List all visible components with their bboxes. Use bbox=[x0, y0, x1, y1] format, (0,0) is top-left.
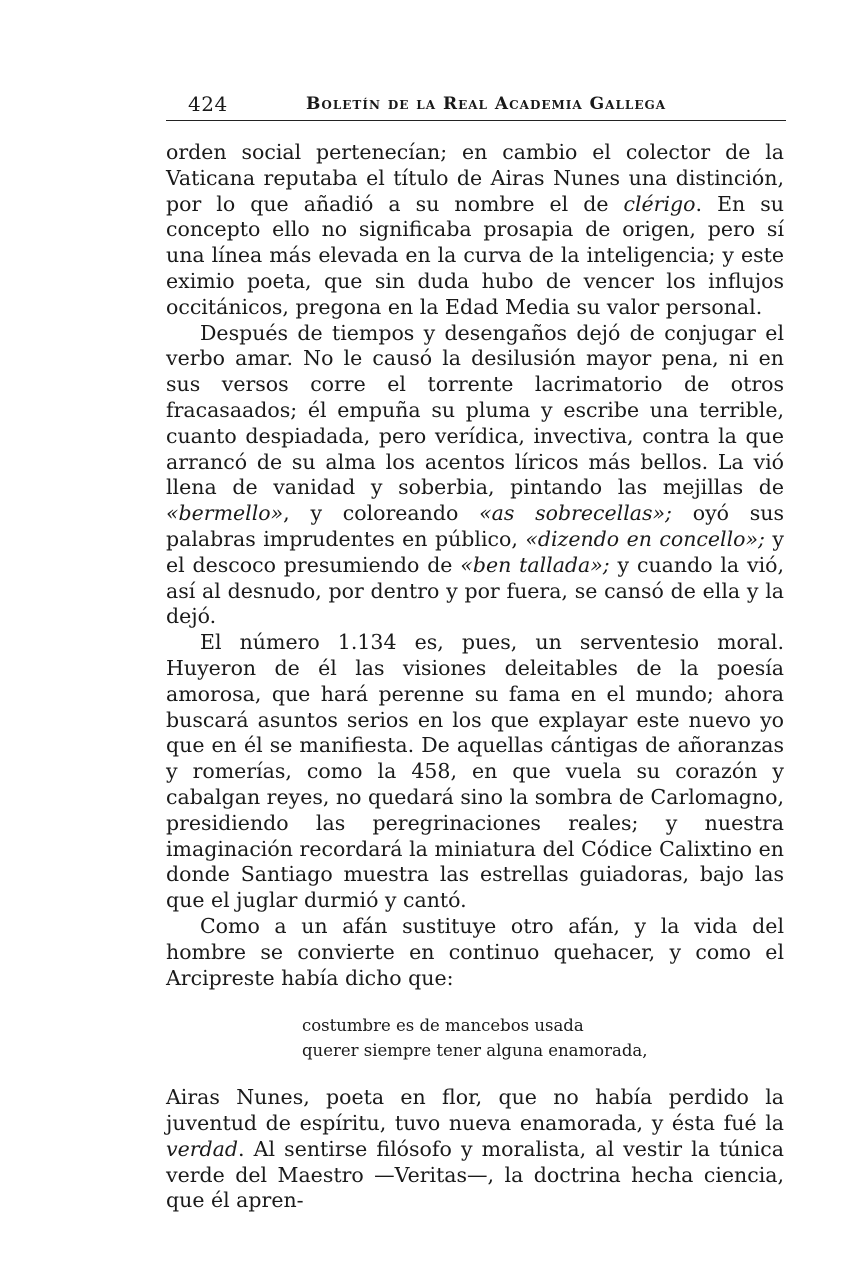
italic-quote: «as sobrecellas»; bbox=[479, 501, 693, 526]
page-header bbox=[166, 90, 786, 121]
paragraph-1 bbox=[166, 140, 784, 321]
text-run: oyó sus palabras imprudentes en público, bbox=[166, 501, 784, 551]
verse-line: querer siempre tener alguna enamorada, bbox=[302, 1041, 648, 1061]
text-run: Después de tiempos y desengaños dejó de conjugar el verbo amar. No le causó la desilusión mayor pena, ni en sus versos corre el torrente lacrimatorio de otros fracasaados; él empuña su pluma y escribe una terrible, cuanto despiadada, pero verídica, invectiva, contra la que arrancó de su alma los acentos líricos más bellos. La vió llena de vanidad y soberbia, pintando las mejillas de bbox=[166, 320, 784, 500]
text-run: . Al sentirse filósofo y moralista, al vestir la túnica verde del Maestro —Veritas—, la doctrina hecha ciencia, que él apren- bbox=[166, 1136, 784, 1213]
italic-term: verdad bbox=[166, 1136, 238, 1161]
text-run: , y coloreando bbox=[283, 501, 480, 526]
paragraph-2 bbox=[166, 321, 784, 631]
body-text bbox=[166, 140, 784, 1214]
paragraph-5 bbox=[166, 1085, 784, 1214]
text-run: orden social pertenecían; en cambio el colector de la Vaticana reputaba el título de Airas Nunes una distinción, por lo que añadió a su nombre el de bbox=[166, 140, 784, 216]
italic-term: clérigo bbox=[623, 191, 696, 216]
text-run: y cuando la vió, así al desnudo, por dentro y por fuera, se cansó de ella y la dejó. bbox=[166, 552, 784, 629]
text-run: Airas Nunes, poeta en flor, que no había perdido la juventud de espíritu, tuvo nueva enamorada, y ésta fué la bbox=[166, 1085, 784, 1136]
verse-quotation bbox=[302, 1013, 784, 1063]
verse-line: costumbre es de mancebos usada bbox=[302, 1016, 584, 1036]
page-number: 424 bbox=[188, 92, 228, 116]
italic-quote: «bermello» bbox=[166, 501, 284, 526]
italic-quote: «dizendo en concello»; bbox=[525, 526, 773, 551]
paragraph-4: Como a un afán sustituye otro afán, y la vida del hombre se convierte en continuo quehacer, y como el Arcipreste había dicho que: bbox=[166, 913, 784, 990]
text-run: y el descoco presumiendo de bbox=[166, 526, 784, 577]
italic-quote: «ben tallada»; bbox=[460, 552, 618, 577]
running-title: Boletín de la Real Academia Gallega bbox=[306, 94, 667, 114]
paragraph-3: El número 1.134 es, pues, un serventesio moral. Huyeron de él las visiones deleitables de la poesía amorosa, que hará perenne su fama en el mundo; ahora buscará asuntos serios en los que explayar este nuevo yo que en él se manifiesta. De aquellas cántigas de añoranzas y romerías, como la 458, en que vuela su corazón y cabalgan reyes, no quedará sino la sombra de Carlomagno, presidiendo las peregrinaciones reales; y nuestra imaginación recordará la miniatura del Códice Calixtino en donde Santiago muestra las estrellas guiadoras, bajo las que el juglar durmió y cantó. bbox=[166, 630, 784, 913]
text-run: . En su concepto ello no significaba prosapia de origen, pero sí una línea más elevada en la curva de la inteligencia; y este eximio poeta, que sin duda hubo de vencer los influjos occitánicos, pregona en la Edad Media su valor personal. bbox=[166, 191, 784, 319]
